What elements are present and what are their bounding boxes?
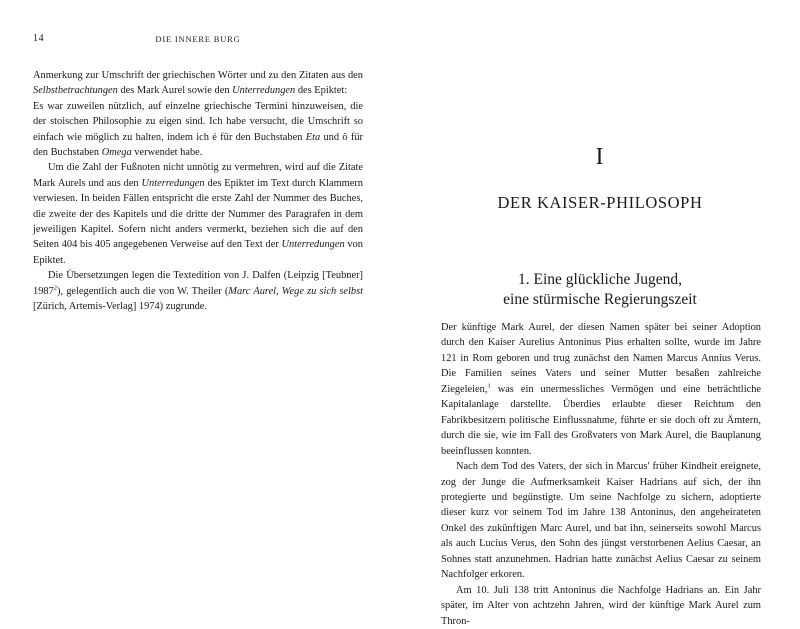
paragraph: Um die Zahl der Fußnoten nicht unnötig zu vermehren, wird auf die Zitate Mark Aurels und aus den Unterredungen des Epiktet im Text durch Klammern verwiesen. In beiden Fällen entspricht die erste Zahl der Nummer des Buches, die zweite der des Kapitels und die dritte der Nummer des Paragrafen in dem jeweiligen Kapitel. Sofern nicht anders vermerkt, beziehen sich die auf den Seiten 404 bis 405 angegebenen Verweise auf den Text der Unterredungen von Epiktet. [33,162,363,266]
section-title [400,270,800,310]
running-head-title: DIE INNERE BURG [155,34,241,44]
paragraph: Nach dem Tod des Vaters, der sich in Marcus' früher Kindheit ereignete, zog der Junge die Aufmerksamkeit Kaiser Hadrians auf sich, der ihn protegierte und begünstigte. Um seine Nachfolge zu sichern, adoptierte dieser kurz vor seinem Tod im Jahre 138 Antoninus, den angeheirateten Onkel des zukünftigen Marc Aurel, und bat ihn, seinerseits sowohl Marcus als auch Lucius Verus, den Sohn des jüngst verstorbenen Aelius Caesar, an Sohnes statt anzunehmen. Hadrian hatte zunächst Aelius Caesar zu seinem Nachfolger erkoren. [441,461,761,581]
right-body-text [441,320,761,629]
right-page [400,0,800,627]
page-number: 14 [33,33,45,44]
chapter-number: I [595,144,605,170]
paragraph: Es war zuweilen nützlich, auf einzelne griechische Termini hinzuweisen, die der stoischen Philosophie zu eigen sind. Ich habe versucht, die Umschrift so einfach wie möglich zu halten, indem ich é für den Buchstaben Eta und ô für den Buchstaben Omega verwendet habe. [33,100,363,159]
left-page [0,0,400,593]
left-body-text [33,68,363,315]
paragraph: Am 10. Juli 138 tritt Antoninus die Nachfolge Hadrians an. Ein Jahr später, im Alter von achtzehn Jahren, wird der künftige Mark Aurel zum Thron- [441,584,761,627]
section-title-line: 1. Eine glückliche Jugend, [518,271,682,288]
section-title-line: eine stürmische Regierungszeit [503,291,697,308]
paragraph: Der künftige Mark Aurel, der diesen Namen später bei seiner Adoption durch den Kaiser Aurelius Antoninus Pius erhalten sollte, wurde im Jahre 121 in Rom geboren und trug zunächst den Namen Marcus Annius Verus. Die Familien seines Vaters und seiner Mutter besaßen zahlreiche Ziegeleien,$^1$ was ein unermessliches Vermögen und eine beträchtliche Kapitalanlage darstellte. Überdies erlaubte dieser Reichtum den Fabrikbesitzern politische Einflussnahme, führte er sie doch oft zu Ämtern, durch die sie, wie im Fall des Großvaters von Mark Aurel, die Bauplanung beeinflussen konnten. [441,322,761,457]
transcription-note-heading: Anmerkung zur Umschrift der griechischen Wörter und zu den Zitaten aus den Selbstbetrachtungen des Mark Aurel sowie den Unterredungen des Epiktet: [33,70,363,97]
chapter-title: DER KAISER-PHILOSOPH [497,193,703,212]
paragraph: Die Übersetzungen legen die Textedition von J. Dalfen (Leipzig [Teubner] 1987$^2$), gelegentlich auch die von W. Theiler (Marc Aurel, Wege zu sich selbst [Zürich, Artemis-Verlag] 1974) zugrunde. [33,270,363,313]
